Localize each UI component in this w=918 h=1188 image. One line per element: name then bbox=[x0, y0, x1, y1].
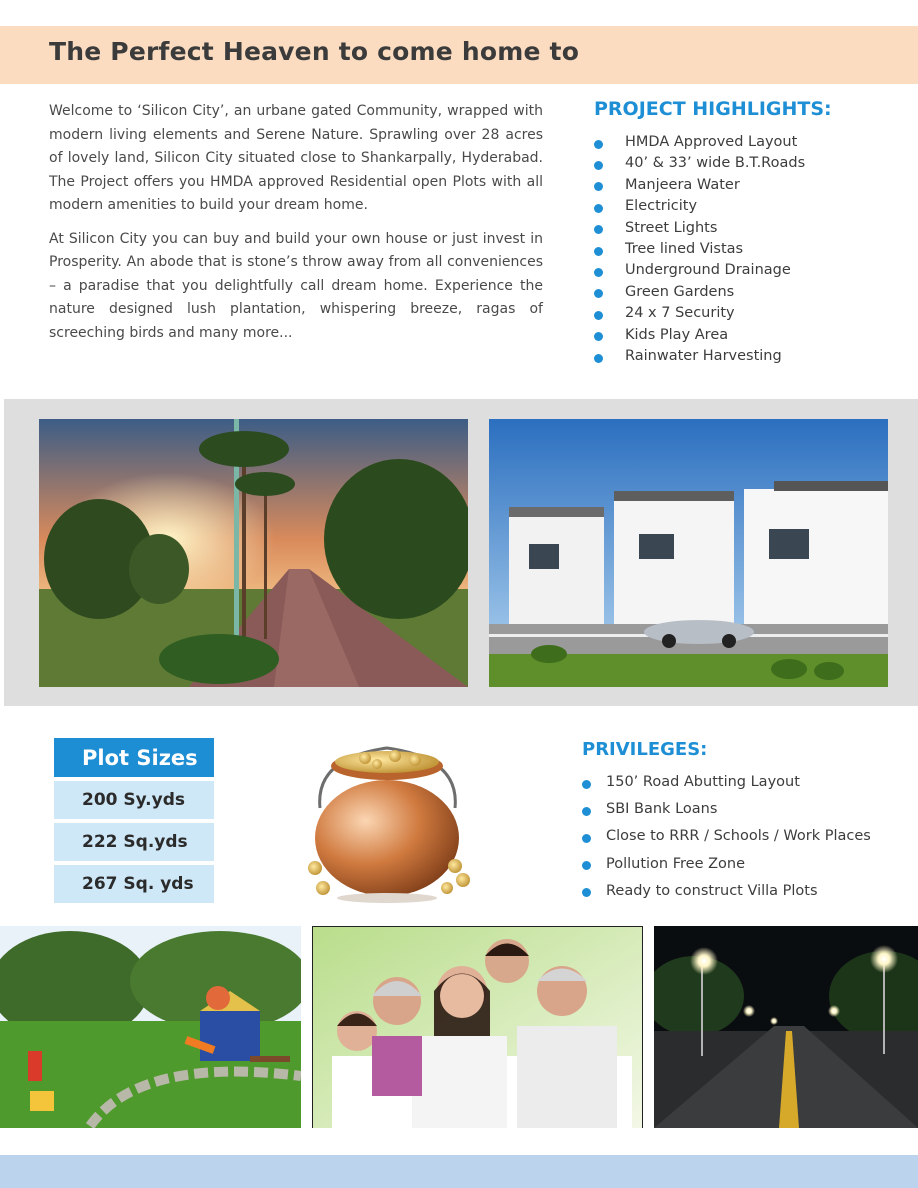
list-item: 40’ & 33’ wide B.T.Roads bbox=[594, 153, 805, 174]
list-item: Kids Play Area bbox=[594, 325, 805, 346]
bullet-icon bbox=[594, 225, 603, 234]
kids-play-area-photo bbox=[0, 926, 301, 1128]
bullet-icon bbox=[594, 247, 603, 256]
street-lights-photo bbox=[654, 926, 918, 1128]
list-item: Tree lined Vistas bbox=[594, 239, 805, 260]
plot-sizes-table bbox=[54, 738, 214, 903]
highlights-heading: PROJECT HIGHLIGHTS: bbox=[594, 98, 832, 120]
page-title: The Perfect Heaven to come home to bbox=[49, 37, 580, 66]
highlights-list bbox=[594, 132, 805, 367]
bullet-icon bbox=[594, 182, 603, 191]
bullet-icon bbox=[594, 354, 603, 363]
list-item: Close to RRR / Schools / Work Places bbox=[582, 823, 871, 850]
intro-paragraph: At Silicon City you can buy and build your own house or just invest in Prosperity. An abode that is stone’s throw away from all conveniences – a paradise that you delightfully call dream home. Experience the nature designed lush plantation, whispering breeze, ragas of screeching birds and many more... bbox=[49, 230, 543, 341]
plot-sizes-heading: Plot Sizes bbox=[54, 738, 214, 777]
plot-size-row: 200 Sy.yds bbox=[54, 781, 214, 819]
bullet-icon bbox=[594, 311, 603, 320]
list-item: 150’ Road Abutting Layout bbox=[582, 769, 871, 796]
list-item: Manjeera Water bbox=[594, 175, 805, 196]
list-item: Underground Drainage bbox=[594, 260, 805, 281]
list-item: Street Lights bbox=[594, 218, 805, 239]
list-item: SBI Bank Loans bbox=[582, 796, 871, 823]
intro-text bbox=[49, 100, 543, 355]
bullet-icon bbox=[594, 204, 603, 213]
bullet-icon bbox=[594, 140, 603, 149]
list-item: HMDA Approved Layout bbox=[594, 132, 805, 153]
list-item: 24 x 7 Security bbox=[594, 303, 805, 324]
list-item: Electricity bbox=[594, 196, 805, 217]
list-item: Ready to construct Villa Plots bbox=[582, 878, 871, 905]
bullet-icon bbox=[594, 332, 603, 341]
bullet-icon bbox=[582, 780, 591, 789]
palm-avenue-photo bbox=[39, 419, 468, 687]
footer-band bbox=[0, 1155, 918, 1188]
gold-pot-image bbox=[295, 738, 480, 906]
bullet-icon bbox=[582, 861, 591, 870]
list-item: Pollution Free Zone bbox=[582, 851, 871, 878]
bullet-icon bbox=[582, 807, 591, 816]
privileges-heading: PRIVILEGES: bbox=[582, 739, 708, 760]
plot-size-row: 222 Sq.yds bbox=[54, 823, 214, 861]
bullet-icon bbox=[594, 289, 603, 298]
privileges-list bbox=[582, 769, 871, 905]
family-photo bbox=[312, 926, 643, 1128]
list-item: Rainwater Harvesting bbox=[594, 346, 805, 367]
bullet-icon bbox=[594, 161, 603, 170]
villas-photo bbox=[489, 419, 888, 687]
list-item: Green Gardens bbox=[594, 282, 805, 303]
plot-size-row: 267 Sq. yds bbox=[54, 865, 214, 903]
bullet-icon bbox=[582, 888, 591, 897]
intro-paragraph: Welcome to ‘Silicon City’, an urbane gated Community, wrapped with modern living elements and Serene Nature. Sprawling over 28 acres of lovely land, Silicon City situated close to Shankarpally, Hyderabad. The Project offers you HMDA approved Residential open Plots with all modern amenities to build your dream home. bbox=[49, 103, 543, 213]
bullet-icon bbox=[582, 834, 591, 843]
bullet-icon bbox=[594, 268, 603, 277]
